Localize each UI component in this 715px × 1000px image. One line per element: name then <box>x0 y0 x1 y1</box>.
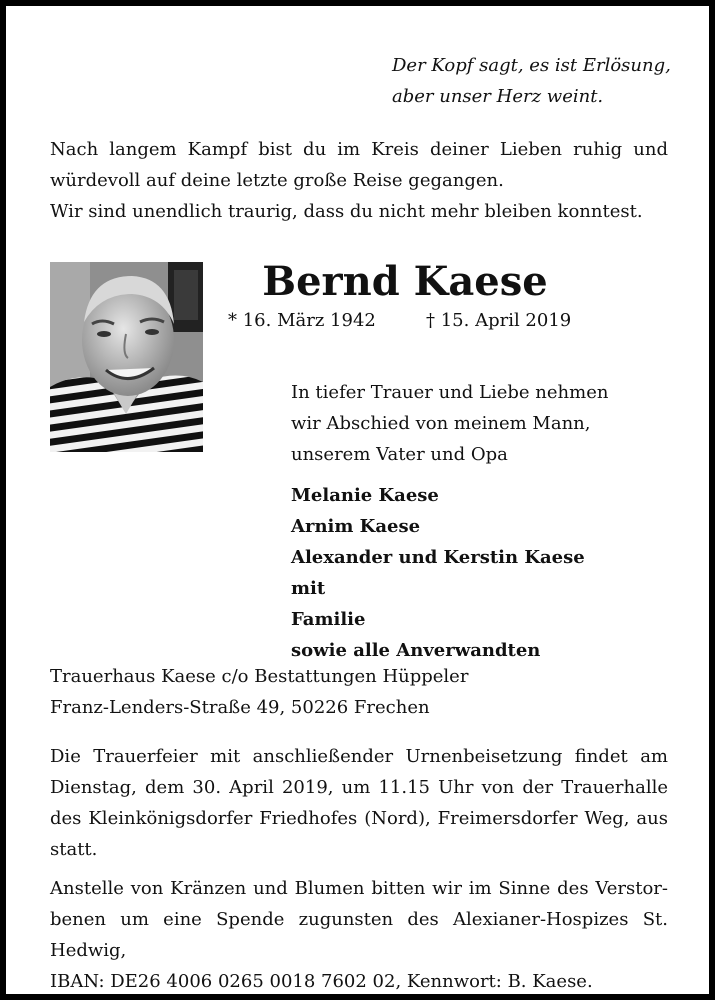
motto-line: Der Kopf sagt, es ist Erlösung, <box>392 55 671 76</box>
address-line: Franz-Lenders-Straße 49, 50226 Frechen <box>50 697 430 718</box>
donation-request <box>50 873 668 997</box>
family-names <box>291 480 621 666</box>
donation-line: benen um eine Spende zugunsten des Alexianer-Hospizes St. Hedwig, <box>50 909 668 961</box>
death-date: † 15. April 2019 <box>426 310 572 331</box>
ceremony-details <box>50 741 668 865</box>
mourning-line: unserem Vater und Opa <box>291 444 508 465</box>
family-member: Arnim Kaese <box>291 516 421 537</box>
ceremony-line: Dienstag, dem 30. April 2019, um 11.15 Uhr von der Trauerhalle <box>50 777 668 798</box>
mourning-line: wir Abschied von meinem Mann, <box>291 413 591 434</box>
donation-line: IBAN: DE26 4006 0265 0018 7602 02, Kennwort: B. Kaese. <box>50 971 593 992</box>
mourning-line: In tiefer Trauer und Liebe nehmen <box>291 382 609 403</box>
motto-line: aber unser Herz weint. <box>392 86 604 107</box>
birth-date: * 16. März 1942 <box>228 310 376 331</box>
family-member: Familie <box>291 609 366 630</box>
deceased-name: Bernd Kaese <box>262 258 548 305</box>
family-member: sowie alle Anverwandten <box>291 640 541 661</box>
ceremony-line: Die Trauerfeier mit anschließender Urnenbeisetzung findet am <box>50 746 668 767</box>
intro-line: würdevoll auf deine letzte große Reise gegangen. <box>50 170 504 191</box>
donation-line: Anstelle von Kränzen und Blumen bitten wir im Sinne des Verstor- <box>50 878 668 899</box>
ceremony-line: statt. <box>50 839 98 860</box>
intro-text <box>50 134 668 227</box>
family-member: Alexander und Kerstin Kaese mit <box>291 547 585 599</box>
address-line: Trauerhaus Kaese c/o Bestattungen Hüppeler <box>50 666 469 687</box>
intro-line: Nach langem Kampf bist du im Kreis deiner Lieben ruhig und <box>50 139 668 160</box>
mourning-text <box>291 377 621 470</box>
portrait-photo <box>50 262 203 452</box>
intro-line: Wir sind unendlich traurig, dass du nicht mehr bleiben konntest. <box>50 201 643 222</box>
ceremony-line: des Kleinkönigsdorfer Friedhofes (Nord), Freimersdorfer Weg, aus <box>50 808 668 829</box>
mourning-house-address <box>50 661 668 723</box>
portrait-photo-graphic <box>50 262 203 452</box>
family-member: Melanie Kaese <box>291 485 439 506</box>
motto-quote <box>392 50 692 112</box>
